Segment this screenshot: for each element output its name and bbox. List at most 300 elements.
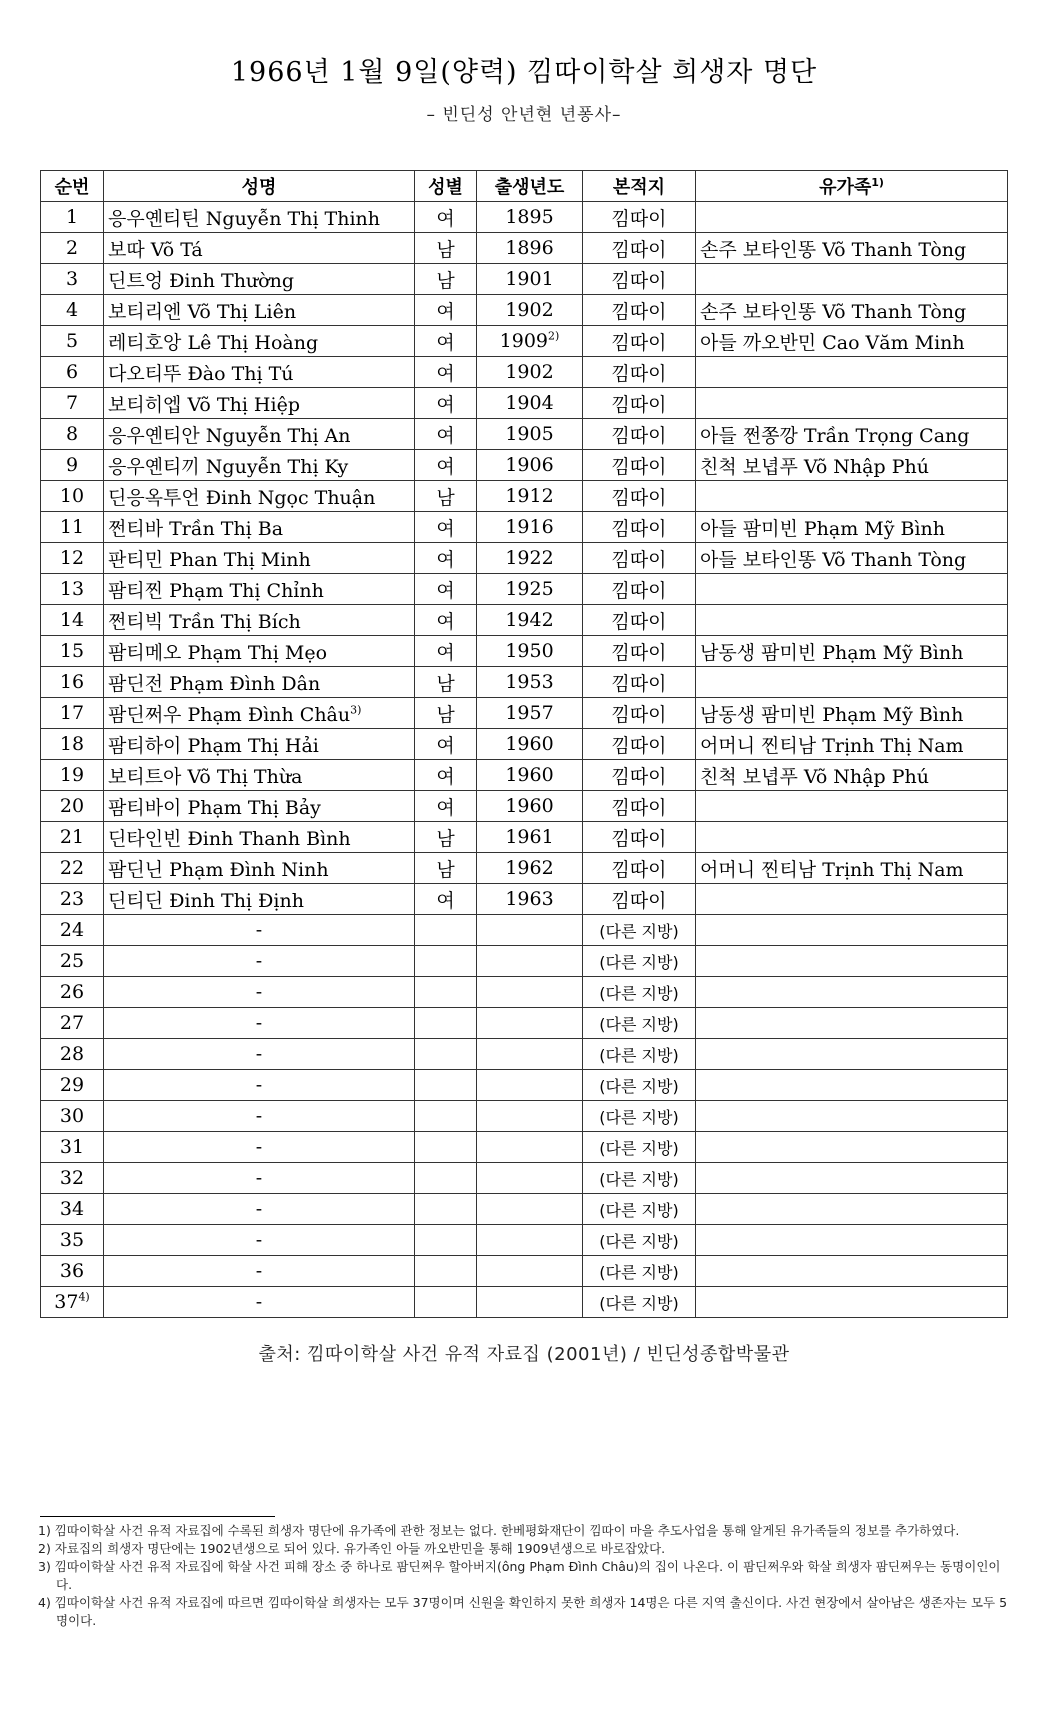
row-number: 28 [59, 1043, 85, 1065]
origin-place-cell [583, 1039, 696, 1070]
origin-place-cell [583, 1163, 696, 1194]
origin-place: (다른 지방) [599, 1231, 679, 1251]
header-family [696, 171, 1008, 202]
footnote-1: 1) 낌따이학살 사건 유적 자료집에 수록된 희생자 명단에 유가족에 관한 정보는 없다. 한베평화재단이 낌따이 마을 추도사업을 통해 알게된 유가족들의 정보를 추가하였다. [38, 1523, 960, 1538]
origin-place: 낌따이 [611, 765, 667, 788]
bereaved-family: 손주 보타인똥 Võ Thanh Tòng [700, 238, 967, 261]
birth-year-cell [477, 1008, 583, 1039]
bereaved-family-cell [696, 698, 1008, 729]
victim-name-cell [104, 450, 415, 481]
origin-place-cell [583, 946, 696, 977]
victim-sex: 여 [436, 765, 455, 788]
origin-place-cell [583, 915, 696, 946]
victim-name-cell [104, 388, 415, 419]
victim-sex: 여 [436, 734, 455, 757]
origin-place: (다른 지방) [599, 952, 679, 972]
bereaved-family: 아들 까오반민 Cao Văm Minh [700, 331, 965, 354]
table-row [41, 946, 1008, 977]
origin-place: 낌따이 [611, 486, 667, 509]
bereaved-family: 아들 팜미빈 Phạm Mỹ Bình [700, 517, 945, 540]
table-row [41, 481, 1008, 512]
birth-year-cell [477, 295, 583, 326]
victim-sex-cell [415, 667, 477, 698]
origin-place: 낌따이 [611, 269, 667, 292]
row-number-cell [41, 1132, 104, 1163]
origin-place: (다른 지방) [599, 1138, 679, 1158]
row-number: 21 [59, 826, 85, 848]
victim-sex: 여 [436, 517, 455, 540]
row-number: 16 [59, 671, 85, 693]
birth-year: 1895 [505, 206, 554, 228]
row-number: 13 [59, 578, 85, 600]
bereaved-family-cell [696, 574, 1008, 605]
birth-year-cell [477, 1070, 583, 1101]
victim-name: 보티리엔 Võ Thị Liên [108, 300, 297, 323]
birth-year-cell [477, 822, 583, 853]
footnote-2: 2) 자료집의 희생자 명단에는 1902년생으로 되어 있다. 유가족인 아들 까오반민을 통해 1909년생으로 바로잡았다. [38, 1541, 666, 1556]
victim-name-cell [104, 822, 415, 853]
victim-sex-cell [415, 698, 477, 729]
victim-name: 보따 Võ Tá [108, 238, 203, 261]
birth-year: 1957 [505, 702, 554, 724]
row-number-cell [41, 1287, 104, 1318]
victim-name: 응우옌티끼 Nguyễn Thị Ky [108, 455, 349, 478]
victim-sex: 남 [436, 858, 455, 881]
row-number: 12 [59, 547, 85, 569]
bereaved-family-cell [696, 977, 1008, 1008]
origin-place: 낌따이 [611, 796, 667, 819]
bereaved-family-cell [696, 791, 1008, 822]
row-number-cell [41, 822, 104, 853]
row-number-cell [41, 884, 104, 915]
victim-sex: 여 [436, 579, 455, 602]
table-row [41, 636, 1008, 667]
birth-year-cell [477, 543, 583, 574]
victim-name-cell [104, 295, 415, 326]
origin-place-cell [583, 450, 696, 481]
footnote-4: 4) 낌따이학살 사건 유적 자료집에 따르면 낌따이학살 희생자는 모두 37명이며 신원을 확인하지 못한 희생자 14명은 다른 지역 출신이다. 사건 현장에서 살아남은 생존자는 모두 5명이다. [38, 1595, 1008, 1628]
victim-name-cell [104, 760, 415, 791]
victim-sex-cell [415, 729, 477, 760]
bereaved-family-cell [696, 1008, 1008, 1039]
birth-year-cell [477, 977, 583, 1008]
victim-sex: 남 [436, 703, 455, 726]
row-number: 35 [59, 1229, 85, 1251]
origin-place-cell [583, 1008, 696, 1039]
table-row [41, 667, 1008, 698]
victim-sex-cell [415, 822, 477, 853]
victim-name-cell [104, 1039, 415, 1070]
birth-year-cell [477, 791, 583, 822]
table-row [41, 760, 1008, 791]
row-number-cell [41, 264, 104, 295]
table-row [41, 233, 1008, 264]
victim-name: - [255, 1136, 263, 1158]
origin-place: (다른 지방) [599, 1076, 679, 1096]
row-number: 9 [65, 454, 79, 476]
bereaved-family: 어머니 찐티남 Trịnh Thị Nam [700, 858, 964, 881]
origin-place-cell [583, 233, 696, 264]
row-number: 3 [65, 268, 79, 290]
source-note: 출처: 낌따이학살 사건 유적 자료집 (2001년) / 빈딘성종합박물관 [258, 1344, 790, 1365]
row-number: 14 [59, 609, 85, 631]
header-sex: 성별 [415, 171, 477, 202]
table-row [41, 574, 1008, 605]
birth-year-cell [477, 357, 583, 388]
origin-place-cell [583, 884, 696, 915]
bereaved-family-cell [696, 326, 1008, 357]
table-row [41, 357, 1008, 388]
footnote-3: 3) 낌따이학살 사건 유적 자료집에 학살 사건 피해 장소 중 하나로 팜딘쩌우 할아버지(ông Phạm Đình Châu)의 집이 나온다. 이 팜딘쩌우와 학살 희생자 팜딘쩌우는 동명이인이다. [38, 1559, 1001, 1592]
birth-year: 1912 [505, 485, 554, 507]
origin-place: 낌따이 [611, 238, 667, 261]
bereaved-family: 손주 보타인똥 Võ Thanh Tòng [700, 300, 967, 323]
table-row [41, 1163, 1008, 1194]
origin-place-cell [583, 822, 696, 853]
bereaved-family-cell [696, 481, 1008, 512]
victims-table [40, 170, 1008, 1318]
origin-place: 낌따이 [611, 641, 667, 664]
victim-name-cell [104, 481, 415, 512]
victim-sex-cell [415, 1070, 477, 1101]
victim-name: 팜딘닌 Phạm Đình Ninh [108, 858, 329, 881]
table-row [41, 1225, 1008, 1256]
origin-place-cell [583, 698, 696, 729]
birth-year-cell [477, 946, 583, 977]
victim-sex-cell [415, 574, 477, 605]
victim-name-cell [104, 884, 415, 915]
birth-year: 1906 [505, 454, 554, 476]
birth-year-cell [477, 574, 583, 605]
bereaved-family-cell [696, 884, 1008, 915]
origin-place: (다른 지방) [599, 1169, 679, 1189]
row-number-cell [41, 1008, 104, 1039]
victim-sex: 여 [436, 641, 455, 664]
origin-place: 낌따이 [611, 455, 667, 478]
row-number-cell [41, 853, 104, 884]
bereaved-family: 남동생 팜미빈 Phạm Mỹ Bình [700, 641, 964, 664]
row-number: 31 [59, 1136, 85, 1158]
victim-sex-cell [415, 512, 477, 543]
victim-name-cell [104, 574, 415, 605]
victim-name-cell [104, 1163, 415, 1194]
table-row [41, 729, 1008, 760]
birth-year: 1904 [505, 392, 554, 414]
row-number: 19 [59, 764, 85, 786]
origin-place-cell [583, 1070, 696, 1101]
origin-place: (다른 지방) [599, 1262, 679, 1282]
row-number-cell [41, 667, 104, 698]
bereaved-family-cell [696, 729, 1008, 760]
table-row [41, 388, 1008, 419]
victim-name: 판티민 Phan Thị Minh [108, 548, 311, 571]
row-number: 7 [65, 392, 79, 414]
birth-year-cell [477, 1039, 583, 1070]
table-header-row [41, 171, 1008, 202]
birth-year-cell [477, 698, 583, 729]
origin-place-cell [583, 1256, 696, 1287]
birth-year: 1950 [505, 640, 554, 662]
origin-place-cell [583, 791, 696, 822]
row-number-cell [41, 295, 104, 326]
bereaved-family-cell [696, 946, 1008, 977]
origin-place-cell [583, 1132, 696, 1163]
victim-name: 보티트아 Võ Thị Thừa [108, 765, 303, 788]
birth-year: 1960 [505, 733, 554, 755]
origin-place-cell [583, 667, 696, 698]
footnote-ref: 2) [548, 329, 560, 343]
origin-place-cell [583, 760, 696, 791]
origin-place: 낌따이 [611, 889, 667, 912]
table-row [41, 698, 1008, 729]
victim-name-cell [104, 1256, 415, 1287]
origin-place: 낌따이 [611, 672, 667, 695]
row-number-cell [41, 1101, 104, 1132]
row-number-cell [41, 512, 104, 543]
row-number: 20 [59, 795, 85, 817]
row-number-cell [41, 450, 104, 481]
victim-sex-cell [415, 1194, 477, 1225]
row-number: 8 [65, 423, 79, 445]
birth-year: 1902 [505, 299, 554, 321]
victim-sex-cell [415, 202, 477, 233]
bereaved-family: 아들 쩐쫑깡 Trần Trọng Cang [700, 424, 970, 447]
victim-name: 딘트엉 Đinh Thường [108, 269, 295, 292]
bereaved-family-cell [696, 1070, 1008, 1101]
victim-name-cell [104, 326, 415, 357]
birth-year-cell [477, 853, 583, 884]
table-row [41, 202, 1008, 233]
victim-sex: 남 [436, 827, 455, 850]
birth-year-cell [477, 388, 583, 419]
victim-sex-cell [415, 1287, 477, 1318]
table-row [41, 1132, 1008, 1163]
table-row [41, 450, 1008, 481]
bereaved-family-cell [696, 357, 1008, 388]
origin-place-cell [583, 1225, 696, 1256]
table-row [41, 1008, 1008, 1039]
row-number-cell [41, 760, 104, 791]
table-row [41, 1287, 1008, 1318]
table-row [41, 512, 1008, 543]
victim-name-cell [104, 1101, 415, 1132]
victim-name-cell [104, 1008, 415, 1039]
row-number-cell [41, 202, 104, 233]
victim-sex-cell [415, 760, 477, 791]
victim-name: 팜티하이 Phạm Thị Hải [108, 734, 319, 757]
origin-place: 낌따이 [611, 858, 667, 881]
bereaved-family: 어머니 찐티남 Trịnh Thị Nam [700, 734, 964, 757]
victim-sex: 여 [436, 796, 455, 819]
victim-sex-cell [415, 946, 477, 977]
victim-name-cell [104, 605, 415, 636]
bereaved-family: 친척 보녑푸 Võ Nhập Phú [700, 455, 929, 478]
victim-sex-cell [415, 791, 477, 822]
row-number-cell [41, 481, 104, 512]
bereaved-family-cell [696, 202, 1008, 233]
victim-sex-cell [415, 450, 477, 481]
victim-sex: 남 [436, 269, 455, 292]
victim-sex-cell [415, 481, 477, 512]
bereaved-family-cell [696, 915, 1008, 946]
row-number-cell [41, 1256, 104, 1287]
birth-year: 1962 [505, 857, 554, 879]
birth-year: 1916 [505, 516, 554, 538]
bereaved-family: 친척 보녑푸 Võ Nhập Phú [700, 765, 929, 788]
table-row [41, 326, 1008, 357]
victim-name: - [255, 1074, 263, 1096]
victim-name: 딘타인빈 Đinh Thanh Bình [108, 827, 351, 850]
row-number-cell [41, 1194, 104, 1225]
page-title: 1966년 1월 9일(양력) 낌따이학살 희생자 명단 [230, 57, 818, 88]
birth-year: 1960 [505, 764, 554, 786]
bereaved-family-cell [696, 1132, 1008, 1163]
birth-year-cell [477, 1132, 583, 1163]
origin-place-cell [583, 202, 696, 233]
birth-year: 1960 [505, 795, 554, 817]
row-number-cell [41, 357, 104, 388]
row-number: 15 [59, 640, 85, 662]
birth-year: 1942 [505, 609, 554, 631]
victim-name: - [255, 919, 263, 941]
victim-name-cell [104, 1070, 415, 1101]
row-number-cell [41, 326, 104, 357]
victim-name: 팜티메오 Phạm Thị Mẹo [108, 641, 328, 664]
bereaved-family-cell [696, 1194, 1008, 1225]
birth-year: 1925 [505, 578, 554, 600]
origin-place-cell [583, 419, 696, 450]
victim-sex-cell [415, 233, 477, 264]
row-number-cell [41, 915, 104, 946]
bereaved-family-cell [696, 295, 1008, 326]
victim-name: 팜티바이 Phạm Thị Bảy [108, 796, 321, 819]
table-row [41, 295, 1008, 326]
origin-place-cell [583, 1287, 696, 1318]
victim-name-cell [104, 202, 415, 233]
row-number-cell [41, 419, 104, 450]
victim-name-cell [104, 1287, 415, 1318]
victim-sex-cell [415, 884, 477, 915]
victim-name: 쩐티빅 Trần Thị Bích [108, 610, 301, 633]
bereaved-family-cell [696, 543, 1008, 574]
victim-name: - [255, 981, 263, 1003]
origin-place-cell [583, 357, 696, 388]
victim-name-cell [104, 636, 415, 667]
table-row [41, 264, 1008, 295]
victim-name-cell [104, 1225, 415, 1256]
table-row [41, 419, 1008, 450]
birth-year: 1905 [505, 423, 554, 445]
victim-sex: 여 [436, 331, 455, 354]
victim-name: - [255, 950, 263, 972]
table-row [41, 1101, 1008, 1132]
victim-sex: 남 [436, 238, 455, 261]
birth-year-cell [477, 1225, 583, 1256]
birth-year-cell [477, 450, 583, 481]
origin-place-cell [583, 1194, 696, 1225]
victim-name: 다오티뚜 Đào Thị Tú [108, 362, 294, 385]
victim-sex-cell [415, 543, 477, 574]
row-number-cell [41, 1225, 104, 1256]
table-row [41, 1194, 1008, 1225]
victim-sex-cell [415, 295, 477, 326]
birth-year: 1961 [505, 826, 554, 848]
footnote-ref: 4) [78, 1290, 90, 1304]
header-name: 성명 [104, 171, 415, 202]
bereaved-family-cell [696, 1101, 1008, 1132]
row-number-cell [41, 543, 104, 574]
victim-name-cell [104, 946, 415, 977]
table-row [41, 915, 1008, 946]
origin-place: (다른 지방) [599, 921, 679, 941]
victim-name-cell [104, 1194, 415, 1225]
birth-year-cell [477, 1287, 583, 1318]
row-number: 32 [59, 1167, 85, 1189]
origin-place: 낌따이 [611, 517, 667, 540]
victim-sex: 남 [436, 672, 455, 695]
origin-place-cell [583, 636, 696, 667]
row-number: 10 [59, 485, 85, 507]
victim-name: 딘티딘 Đinh Thị Định [108, 889, 304, 912]
table-row [41, 605, 1008, 636]
table-row [41, 977, 1008, 1008]
victim-name: - [255, 1167, 263, 1189]
victim-name-cell [104, 543, 415, 574]
victim-sex: 여 [436, 300, 455, 323]
table-row [41, 1070, 1008, 1101]
bereaved-family-cell [696, 1163, 1008, 1194]
origin-place-cell [583, 326, 696, 357]
victim-name-cell [104, 698, 415, 729]
birth-year-cell [477, 419, 583, 450]
birth-year-cell [477, 1101, 583, 1132]
origin-place-cell [583, 729, 696, 760]
victim-name: 팜딘전 Phạm Đình Dân [108, 672, 321, 695]
victim-name-cell [104, 977, 415, 1008]
origin-place: 낌따이 [611, 579, 667, 602]
victim-sex-cell [415, 1008, 477, 1039]
victim-name: 팜티찐 Phạm Thị Chỉnh [108, 579, 324, 602]
victim-sex-cell [415, 853, 477, 884]
row-number: 29 [59, 1074, 85, 1096]
origin-place-cell [583, 512, 696, 543]
table-row [41, 1256, 1008, 1287]
birth-year: 1953 [505, 671, 554, 693]
victim-sex-cell [415, 605, 477, 636]
victim-sex: 여 [436, 548, 455, 571]
bereaved-family-cell [696, 264, 1008, 295]
row-number-cell [41, 1163, 104, 1194]
origin-place: (다른 지방) [599, 1014, 679, 1034]
birth-year: 1963 [505, 888, 554, 910]
row-number-cell [41, 636, 104, 667]
victim-sex-cell [415, 1101, 477, 1132]
row-number-cell [41, 233, 104, 264]
table-row [41, 791, 1008, 822]
row-number-cell [41, 1039, 104, 1070]
victim-sex: 여 [436, 424, 455, 447]
bereaved-family-cell [696, 1256, 1008, 1287]
origin-place: (다른 지방) [599, 1045, 679, 1065]
table-row [41, 1039, 1008, 1070]
row-number: 37 [54, 1291, 79, 1313]
row-number-cell [41, 1070, 104, 1101]
origin-place-cell [583, 574, 696, 605]
row-number: 24 [59, 919, 85, 941]
victim-name-cell [104, 512, 415, 543]
bereaved-family: 남동생 팜미빈 Phạm Mỹ Bình [700, 703, 964, 726]
birth-year-cell [477, 1194, 583, 1225]
